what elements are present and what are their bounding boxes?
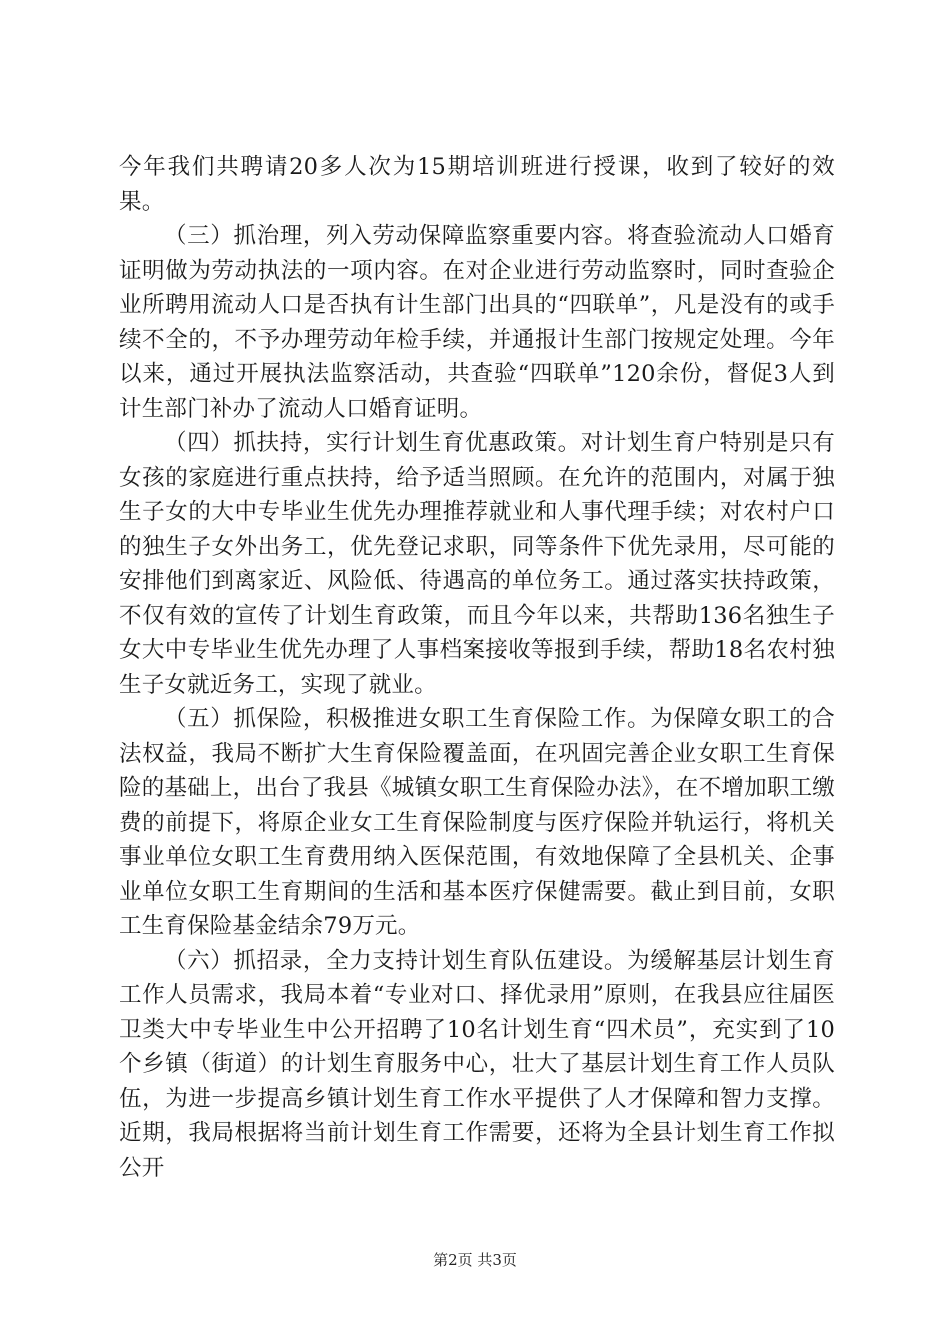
paragraph-section-6: （六）抓招录，全力支持计划生育队伍建设。为缓解基层计划生育工作人员需求，我局本着“专业对口、择优录用”原则，在我县应往届医卫类大中专毕业生中公开招聘了10名计划生育“四术员”，充实到了10个乡镇（街道）的计划生育服务中心，壮大了基层计划生育工作人员队伍，为进一步提高乡镇计划生育工作水平提供了人才保障和智力支撑。近期，我局根据将当前计划生育工作需要，还将为全县计划生育工作拟公开 [119,947,835,1181]
paragraph-continuation: 今年我们共聘请20多人次为15期培训班进行授课，收到了较好的效果。 [119,154,835,215]
document-body [119,150,835,1185]
paragraph-section-4: （四）抓扶持，实行计划生育优惠政策。对计划生育户特别是只有女孩的家庭进行重点扶持，给予适当照顾。在允许的范围内，对属于独生子女的大中专毕业生优先办理推荐就业和人事代理手续；对农村户口的独生子女外出务工，优先登记求职，同等条件下优先录用，尽可能的安排他们到离家近、风险低、待遇高的单位务工。通过落实扶持政策，不仅有效的宣传了计划生育政策，而且今年以来，共帮助136名独生子女大中专毕业生优先办理了人事档案接收等报到手续，帮助18名农村独生子女就近务工，实现了就业。 [119,430,835,698]
paragraph-section-3: （三）抓治理，列入劳动保障监察重要内容。将查验流动人口婚育证明做为劳动执法的一项内容。在对企业进行劳动监察时，同时查验企业所聘用流动人口是否执有计生部门出具的“四联单”，凡是没有的或手续不全的，不予办理劳动年检手续，并通报计生部门按规定处理。今年以来，通过开展执法监察活动，共查验“四联单”120余份，督促3人到计生部门补办了流动人口婚育证明。 [119,223,835,422]
paragraph-section-5: （五）抓保险，积极推进女职工生育保险工作。为保障女职工的合法权益，我局不断扩大生育保险覆盖面，在巩固完善企业女职工生育保险的基础上，出台了我县《城镇女职工生育保险办法》，在不增加职工缴费的前提下，将原企业女工生育保险制度与医疗保险并轨运行，将机关事业单位女职工生育费用纳入医保范围，有效地保障了全县机关、企事业单位女职工生育期间的生活和基本医疗保健需要。截止到目前，女职工生育保险基金结余79万元。 [119,706,835,939]
page-footer: 第2页 共3页 [433,1251,517,1269]
